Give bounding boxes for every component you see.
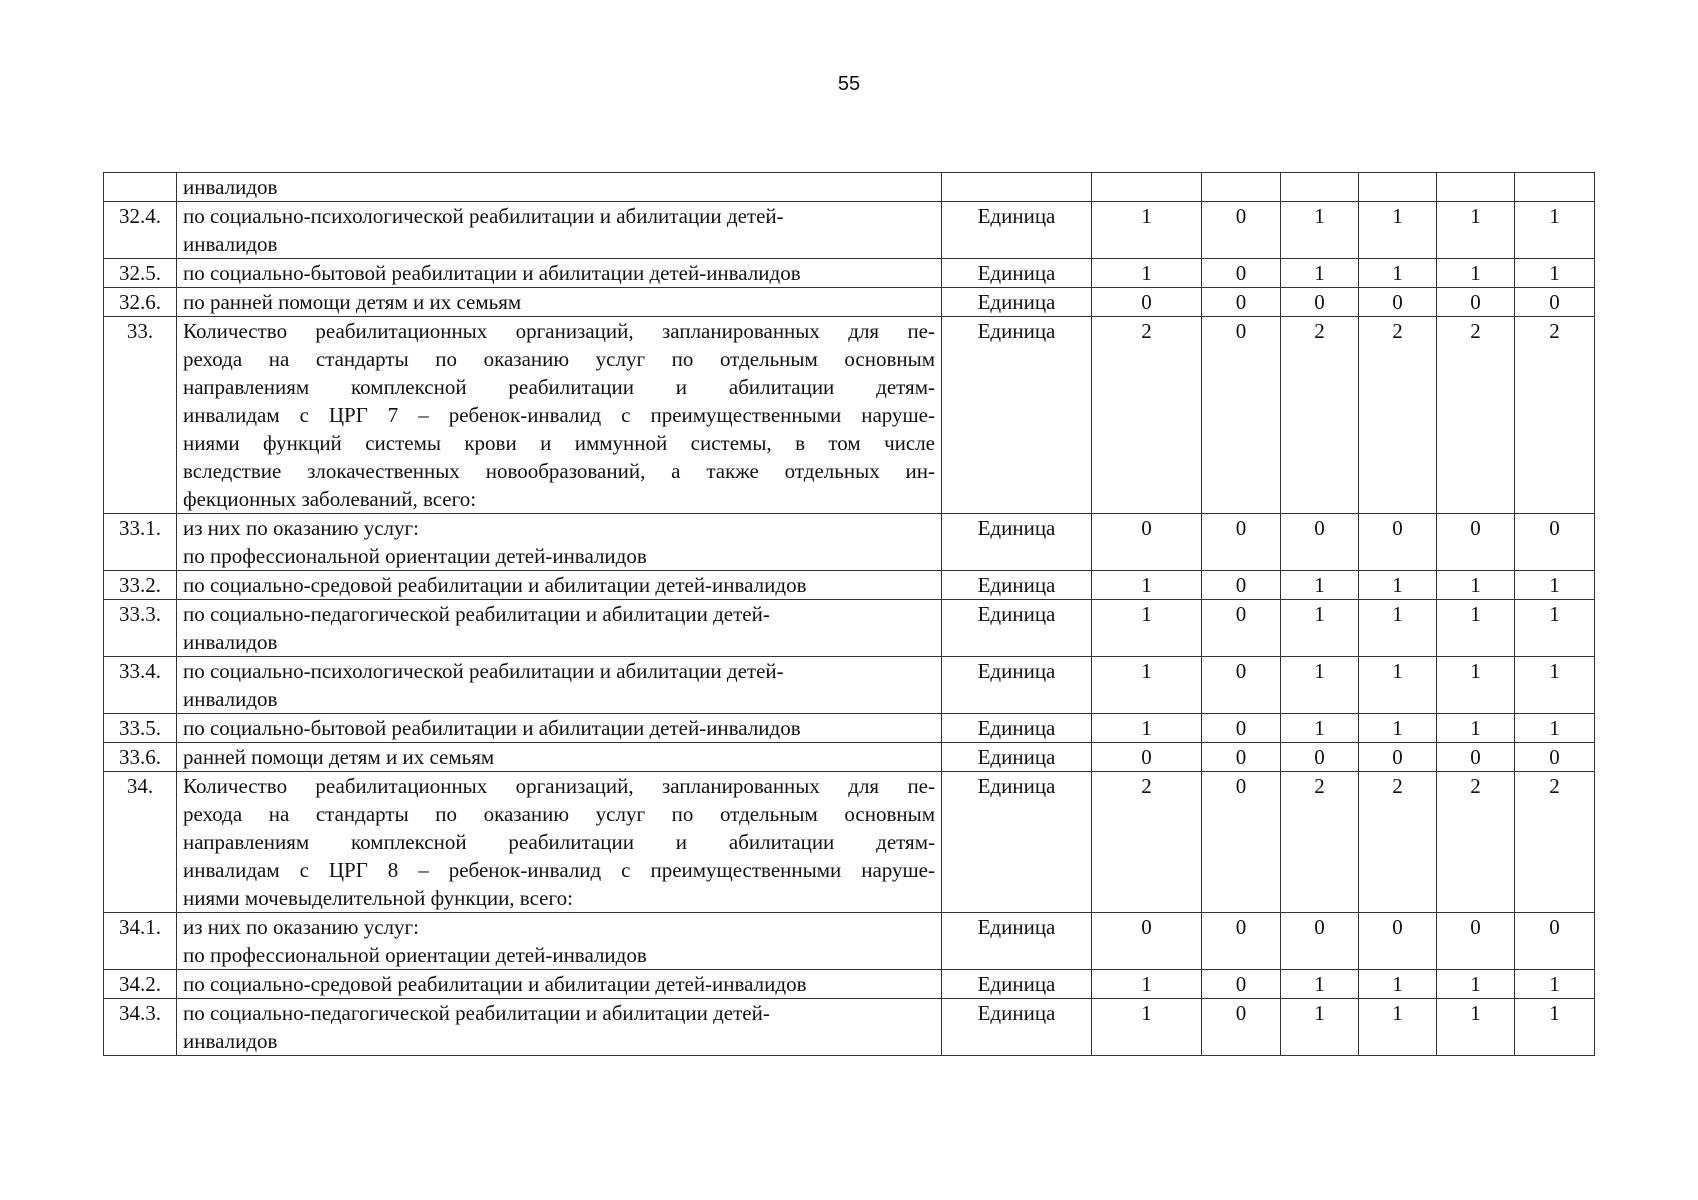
description-line: из них по оказанию услуг: [183, 516, 419, 540]
table-row [104, 657, 1595, 714]
row-unit: Единица [942, 202, 1092, 259]
description-line: по социально-психологической реабилитации и абилитации детей- [183, 204, 784, 228]
value-cell: 1 [1437, 714, 1515, 743]
value-cell: 1 [1515, 571, 1595, 600]
row-unit: Единица [942, 743, 1092, 772]
value-cell: 1 [1437, 571, 1515, 600]
value-cell: 0 [1437, 288, 1515, 317]
row-unit [942, 173, 1092, 202]
value-cell: 0 [1281, 743, 1359, 772]
row-description [177, 743, 942, 772]
value-cell: 0 [1359, 913, 1437, 970]
description-line: ниями функций системы крови и иммунной системы, в том числе [183, 431, 935, 455]
value-cell: 1 [1515, 970, 1595, 999]
value-cell: 1 [1281, 657, 1359, 714]
value-cell: 0 [1437, 913, 1515, 970]
table-row [104, 202, 1595, 259]
row-number: 32.4. [104, 202, 177, 259]
description-line: инвалидов [183, 232, 278, 256]
table-row [104, 571, 1595, 600]
description-line: инвалидов [183, 630, 278, 654]
value-cell: 1 [1092, 970, 1202, 999]
description-line: направлениям комплексной реабилитации и абилитации детям- [183, 375, 935, 399]
value-cell: 1 [1281, 259, 1359, 288]
value-cell: 1 [1437, 999, 1515, 1056]
value-cell: 0 [1202, 970, 1281, 999]
row-number: 33.4. [104, 657, 177, 714]
row-description [177, 259, 942, 288]
table-body [104, 173, 1595, 1056]
table-row [104, 514, 1595, 571]
description-line: ранней помощи детям и их семьям [183, 745, 495, 769]
value-cell: 0 [1515, 288, 1595, 317]
table-row [104, 772, 1595, 913]
value-cell: 1 [1359, 970, 1437, 999]
row-unit: Единица [942, 657, 1092, 714]
description-line: ниями мочевыделительной функции, всего: [183, 886, 573, 910]
value-cell: 1 [1359, 202, 1437, 259]
value-cell: 1 [1092, 657, 1202, 714]
row-number: 34.2. [104, 970, 177, 999]
row-description [177, 317, 942, 514]
row-number: 33.2. [104, 571, 177, 600]
row-unit: Единица [942, 970, 1092, 999]
description-line: инвалидов [183, 687, 278, 711]
value-cell: 1 [1359, 600, 1437, 657]
value-cell: 2 [1437, 772, 1515, 913]
value-cell: 1 [1515, 600, 1595, 657]
value-cell: 1 [1437, 657, 1515, 714]
value-cell: 2 [1092, 317, 1202, 514]
description-line: Количество реабилитационных организаций, запланированных для пе- [183, 319, 935, 343]
value-cell: 1 [1281, 714, 1359, 743]
value-cell: 0 [1202, 514, 1281, 571]
row-unit: Единица [942, 571, 1092, 600]
description-line: по ранней помощи детям и их семьям [183, 290, 522, 314]
row-description [177, 999, 942, 1056]
value-cell: 1 [1281, 571, 1359, 600]
value-cell: 0 [1202, 317, 1281, 514]
row-description [177, 970, 942, 999]
row-number: 33.5. [104, 714, 177, 743]
value-cell: 2 [1281, 772, 1359, 913]
value-cell: 0 [1202, 714, 1281, 743]
value-cell: 0 [1281, 514, 1359, 571]
table-row [104, 288, 1595, 317]
row-unit: Единица [942, 913, 1092, 970]
row-description [177, 173, 942, 202]
row-unit: Единица [942, 317, 1092, 514]
row-number: 32.6. [104, 288, 177, 317]
value-cell: 1 [1092, 714, 1202, 743]
table-row [104, 970, 1595, 999]
row-unit: Единица [942, 514, 1092, 571]
row-number: 33. [104, 317, 177, 514]
row-description [177, 514, 942, 571]
description-line: по социально-бытовой реабилитации и абилитации детей-инвалидов [183, 716, 801, 740]
value-cell: 1 [1437, 202, 1515, 259]
table-row [104, 913, 1595, 970]
row-description [177, 913, 942, 970]
value-cell: 1 [1092, 600, 1202, 657]
row-number: 34. [104, 772, 177, 913]
description-line: по социально-педагогической реабилитации и абилитации детей- [183, 1001, 770, 1025]
value-cell: 0 [1202, 999, 1281, 1056]
value-cell: 0 [1515, 514, 1595, 571]
row-description [177, 202, 942, 259]
description-line: по профессиональной ориентации детей-инвалидов [183, 544, 647, 568]
value-cell: 0 [1202, 202, 1281, 259]
value-cell: 2 [1092, 772, 1202, 913]
value-cell: 0 [1437, 514, 1515, 571]
row-number: 34.3. [104, 999, 177, 1056]
table-row [104, 600, 1595, 657]
row-unit: Единица [942, 600, 1092, 657]
value-cell: 2 [1515, 772, 1595, 913]
description-line: из них по оказанию услуг: [183, 915, 419, 939]
value-cell [1437, 173, 1515, 202]
indicators-table [103, 172, 1595, 1056]
row-unit: Единица [942, 999, 1092, 1056]
description-line: по социально-средовой реабилитации и абилитации детей-инвалидов [183, 972, 807, 996]
value-cell: 0 [1092, 913, 1202, 970]
table-row [104, 317, 1595, 514]
description-line: вследствие злокачественных новообразований, а также отдельных ин- [183, 459, 935, 483]
table-row [104, 259, 1595, 288]
table-row [104, 999, 1595, 1056]
value-cell: 1 [1092, 202, 1202, 259]
description-line: по социально-педагогической реабилитации и абилитации детей- [183, 602, 770, 626]
value-cell: 0 [1202, 772, 1281, 913]
value-cell: 2 [1515, 317, 1595, 514]
value-cell: 1 [1359, 999, 1437, 1056]
value-cell: 0 [1092, 514, 1202, 571]
value-cell: 1 [1359, 259, 1437, 288]
value-cell: 1 [1359, 657, 1437, 714]
value-cell: 1 [1515, 259, 1595, 288]
value-cell: 1 [1281, 970, 1359, 999]
row-description [177, 571, 942, 600]
value-cell: 0 [1281, 288, 1359, 317]
description-line: Количество реабилитационных организаций, запланированных для пе- [183, 774, 935, 798]
value-cell: 0 [1202, 259, 1281, 288]
description-line: инвалидов [183, 1029, 278, 1053]
row-description [177, 772, 942, 913]
row-number: 33.6. [104, 743, 177, 772]
table-row [104, 743, 1595, 772]
value-cell [1202, 173, 1281, 202]
value-cell: 0 [1515, 913, 1595, 970]
value-cell: 0 [1359, 288, 1437, 317]
description-line: инвалидам с ЦРГ 8 – ребенок-инвалид с преимущественными наруше- [183, 858, 935, 882]
value-cell: 1 [1437, 970, 1515, 999]
value-cell: 0 [1202, 288, 1281, 317]
value-cell: 0 [1202, 657, 1281, 714]
description-line: направлениям комплексной реабилитации и абилитации детям- [183, 830, 935, 854]
value-cell: 1 [1281, 600, 1359, 657]
description-line: по социально-средовой реабилитации и абилитации детей-инвалидов [183, 573, 807, 597]
row-unit: Единица [942, 772, 1092, 913]
value-cell [1515, 173, 1595, 202]
row-description [177, 600, 942, 657]
row-description [177, 657, 942, 714]
row-unit: Единица [942, 259, 1092, 288]
row-number [104, 173, 177, 202]
value-cell: 2 [1359, 317, 1437, 514]
value-cell: 0 [1202, 743, 1281, 772]
row-number: 34.1. [104, 913, 177, 970]
description-line: инвалидов [183, 175, 278, 199]
description-line: рехода на стандарты по оказанию услуг по отдельным основным [183, 802, 935, 826]
row-number: 33.3. [104, 600, 177, 657]
description-line: инвалидам с ЦРГ 7 – ребенок-инвалид с преимущественными наруше- [183, 403, 935, 427]
value-cell: 1 [1359, 714, 1437, 743]
value-cell: 1 [1281, 202, 1359, 259]
value-cell: 0 [1202, 600, 1281, 657]
value-cell: 1 [1281, 999, 1359, 1056]
value-cell: 1 [1437, 600, 1515, 657]
row-unit: Единица [942, 714, 1092, 743]
row-number: 32.5. [104, 259, 177, 288]
value-cell: 1 [1515, 999, 1595, 1056]
value-cell: 0 [1202, 913, 1281, 970]
value-cell: 0 [1092, 743, 1202, 772]
page-number: 55 [837, 73, 861, 95]
row-description [177, 714, 942, 743]
table-row [104, 173, 1595, 202]
value-cell: 1 [1515, 657, 1595, 714]
value-cell: 0 [1092, 288, 1202, 317]
value-cell [1092, 173, 1202, 202]
description-line: рехода на стандарты по оказанию услуг по отдельным основным [183, 347, 935, 371]
value-cell: 0 [1281, 913, 1359, 970]
value-cell: 2 [1281, 317, 1359, 514]
value-cell: 0 [1515, 743, 1595, 772]
value-cell: 0 [1359, 514, 1437, 571]
description-line: по социально-психологической реабилитации и абилитации детей- [183, 659, 784, 683]
row-number: 33.1. [104, 514, 177, 571]
value-cell [1359, 173, 1437, 202]
value-cell: 1 [1092, 571, 1202, 600]
value-cell: 0 [1202, 571, 1281, 600]
value-cell: 1 [1092, 259, 1202, 288]
table-row [104, 714, 1595, 743]
description-line: по профессиональной ориентации детей-инвалидов [183, 943, 647, 967]
value-cell: 1 [1515, 202, 1595, 259]
row-description [177, 288, 942, 317]
value-cell: 1 [1515, 714, 1595, 743]
row-unit: Единица [942, 288, 1092, 317]
description-line: фекционных заболеваний, всего: [183, 487, 477, 511]
value-cell [1281, 173, 1359, 202]
value-cell: 1 [1092, 999, 1202, 1056]
description-line: по социально-бытовой реабилитации и абилитации детей-инвалидов [183, 261, 801, 285]
value-cell: 0 [1437, 743, 1515, 772]
value-cell: 1 [1359, 571, 1437, 600]
value-cell: 2 [1359, 772, 1437, 913]
value-cell: 1 [1437, 259, 1515, 288]
value-cell: 2 [1437, 317, 1515, 514]
value-cell: 0 [1359, 743, 1437, 772]
